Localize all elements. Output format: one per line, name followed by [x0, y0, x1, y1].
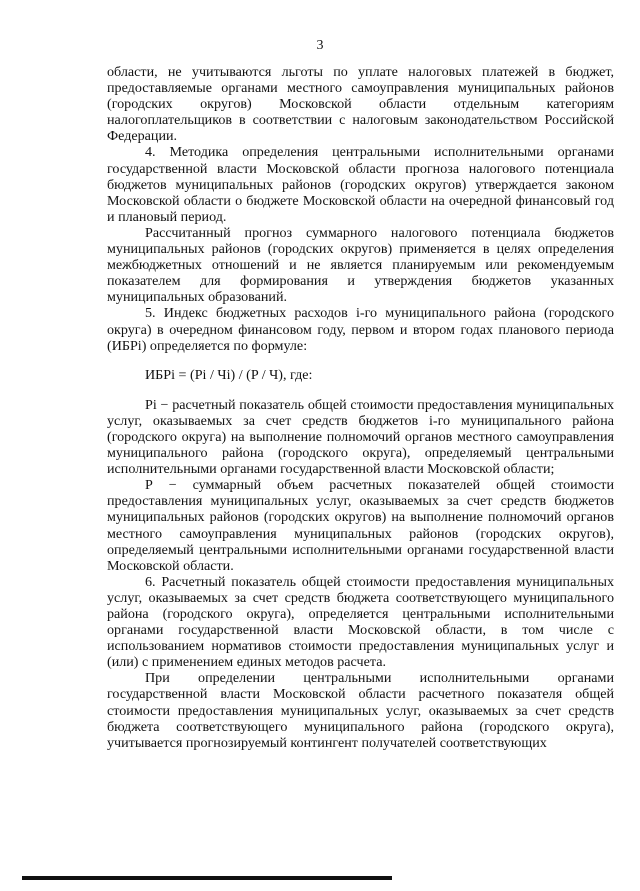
paragraph-item-4: 4. Методика определения центральными исполнительными органами государственной власти Московской области прогноза налогового потенциала бюджетов муниципальных районов (городских округов) утверждается законом Московской области о бюджете Московской области на очередной финансовый год и плановый период.	[107, 144, 614, 225]
paragraph-benefits-continuation: области, не учитываются льготы по уплате налоговых платежей в бюджет, предоставляемые органами местного самоуправления муниципальных районов (городских округов) Московской области отдельным категориям налогоплательщиков в соответствии с налоговым законодательством Российской Федерации.	[107, 64, 614, 145]
paragraph-definition-pi: Pi − расчетный показатель общей стоимости предоставления муниципальных услуг, оказываемых за счет средств бюджетов i-го муниципального района (городского округа) на выполнение полномочий органов местного самоуправления муниципального района (городского округа), определяемый центральными исполнительными органами государственной власти Московской области;	[107, 396, 614, 478]
paragraph-tax-potential-forecast: Рассчитанный прогноз суммарного налогового потенциала бюджетов муниципальных районов (городских округов) применяется в целях определения межбюджетных отношений и не является планируемым или рекомендуемым показателем для формирования и утверждения бюджетов указанных муниципальных образований.	[107, 224, 614, 306]
paragraph-definition-p: Р − суммарный объем расчетных показателей общей стоимости предоставления муниципальных услуг, оказываемых за счет средств бюджетов муниципальных районов (городских округов) на выполнение полномочий органов местного самоуправления муниципальных районов (городских округов), определяемый центральными исполнительными органами государственной власти Московской области.	[107, 477, 614, 574]
bottom-scan-rule	[22, 876, 392, 880]
paragraph-item-6: 6. Расчетный показатель общей стоимости предоставления муниципальных услуг, оказываемых за счет средств бюджета соответствующего муниципального района (городского округа), определяется центральными исполнительными органами государственной власти Московской области, в том числе с использованием нормативов стоимости предоставления муниципальных услуг и (или) с применением единых методов расчета.	[107, 573, 614, 671]
paragraph-contingent: При определении центральными исполнительными органами государственной власти Московской области расчетного показателя общей стоимости предоставления муниципальных услуг, оказываемых за счет средств бюджета соответствующего муниципального района (городского округа), учитывается прогнозируемый контингент получателей соответствующих	[107, 670, 614, 751]
formula-ibr: ИБРi = (Pi / Чi) / (P / Ч), где:	[145, 366, 313, 383]
page-number: 3	[316, 38, 324, 53]
document-body	[107, 64, 614, 751]
paragraph-item-5: 5. Индекс бюджетных расходов i-го муниципального района (городского округа) в очередном финансовом году, первом и втором годах планового периода (ИБРi) определяется по формуле:	[107, 305, 614, 354]
